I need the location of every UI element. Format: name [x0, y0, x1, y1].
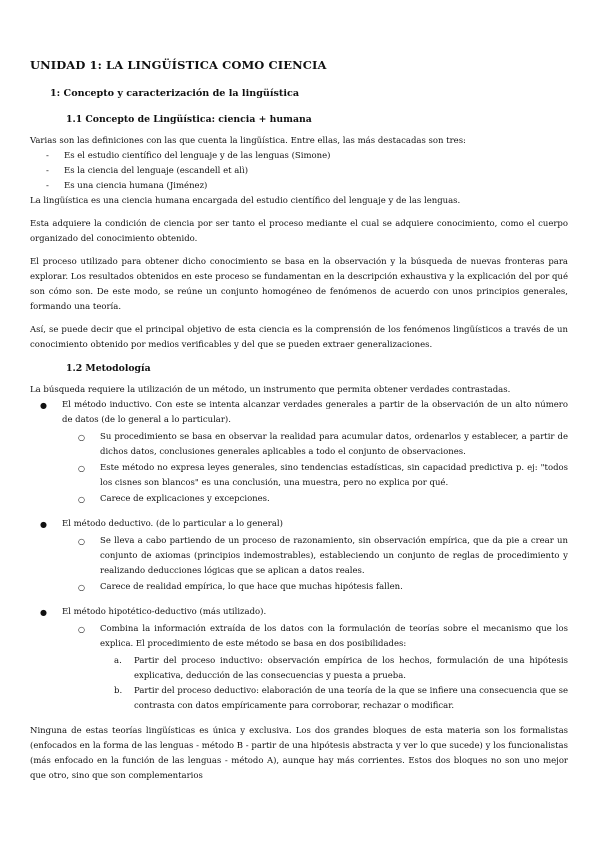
- paragraph-objective: Así, se puede decir que el principal objetivo de esta ciencia es la comprensión de los fenómenos lingüísticos a través de un conocimiento obtenido por medios verificables y del que se pueden extraer generalizaciones.: [30, 325, 568, 350]
- list-item: [100, 622, 568, 714]
- method-inductive-text: El método inductivo. Con este se intenta alcanzar verdades generales a partir de la observación de un alto número de datos (de lo general a lo particular).: [62, 400, 568, 425]
- definitions-list: [30, 149, 568, 194]
- list-item: - Es el estudio científico del lenguaje y de las lenguas (Simone): [64, 149, 568, 164]
- subsection-heading-concept: 1.1 Concepto de Lingüística: ciencia + humana: [66, 114, 312, 125]
- definitions-intro: Varias son las definiciones con las que cuenta la lingüística. Entre ellas, las más destacadas son tres:: [30, 136, 466, 146]
- paragraph-definition: La lingüística es una ciencia humana encargada del estudio científico del lenguaje y de las lenguas.: [30, 196, 461, 206]
- method-deductive: [62, 517, 568, 595]
- paragraph-science-condition: Esta adquiere la condición de ciencia por ser tanto el proceso mediante el cual se adquiere conocimiento, como el cuerpo organizado del conocimiento obtenido.: [30, 219, 568, 244]
- deductive-points: [62, 534, 568, 595]
- hypothetic-point-text: Combina la información extraída de los datos con la formulación de teorías sobre el mecanismo que los explica. El procedimiento de este método se basa en dos posibilidades:: [100, 624, 568, 649]
- unit-title: UNIDAD 1: LA LINGÜÍSTICA COMO CIENCIA: [30, 58, 327, 72]
- list-item: ○ Carece de explicaciones y excepciones.: [100, 492, 568, 507]
- hypothetic-options: [100, 654, 568, 714]
- section-heading-concept: 1: Concepto y caracterización de la lingüística: [50, 88, 300, 99]
- method-hypothetic-text: El método hipotético-deductivo (más utilizado).: [62, 607, 267, 617]
- paragraph-conclusion: Ninguna de estas teorías lingüísticas es única y exclusiva. Los dos grandes bloques de esta materia son los formalistas (enfocados en la forma de las lenguas - método B - partir de una hipótesis abstracta y ver lo que sucede) y los funcionalistas (más enfocado en la función de las lenguas - método A), aunque hay más corrientes. Estos dos bloques no son uno mejor que otro, sino que son complementarios: [30, 726, 568, 781]
- paragraph-process: El proceso utilizado para obtener dicho conocimiento se basa en la observación y la búsqueda de nuevas fronteras para explorar. Los resultados obtenidos en este proceso se fundamentan en la descripción exhaustiva y la explicación del por qué son cómo son. De este modo, se reúne un conjunto homogéneo de fenómenos de acuerdo con unos principios generales, formando una teoría.: [30, 257, 568, 312]
- list-item: ○ Carece de realidad empírica, lo que hace que muchas hipótesis fallen.: [100, 580, 568, 595]
- method-deductive-text: El método deductivo. (de lo particular a lo general): [62, 519, 283, 529]
- method-hypothetic-deductive: [62, 605, 568, 714]
- option-text: Partir del proceso inductivo: observación empírica de los hechos, formulación de una hipótesis explicativa, deducción de las consecuencias y puesta a prueba.: [134, 656, 568, 681]
- list-item: ○ Su procedimiento se basa en observar la realidad para acumular datos, ordenarlos y establecer, a partir de dichos datos, conclusiones generales aplicables a todo el conjunto de observaciones.: [100, 430, 568, 460]
- method-inductive: [62, 398, 568, 507]
- methodology-intro: La búsqueda requiere la utilización de un método, un instrumento que permita obtener verdades contrastadas.: [30, 385, 511, 395]
- option-marker: b.: [114, 686, 123, 696]
- list-item: [114, 684, 568, 714]
- hypothetic-points: [62, 622, 568, 714]
- list-item: - Es la ciencia del lenguaje (escandell et alì): [64, 164, 568, 179]
- list-item: ○ Se lleva a cabo partiendo de un proceso de razonamiento, sin observación empírica, que da pie a crear un conjunto de axiomas (principios indemostrables), estableciendo un conjunto de reglas de procedimiento y realizando deducciones lógicas que se aplican a datos reales.: [100, 534, 568, 579]
- option-text: Partir del proceso deductivo: elaboración de una teoría de la que se infiere una consecuencia que se contrasta con datos empíricamente para corroborar, rechazar o modificar.: [134, 686, 568, 711]
- methods-list: [30, 398, 568, 714]
- list-item: [114, 654, 568, 684]
- subsection-heading-methodology: 1.2 Metodología: [66, 363, 151, 374]
- document-page: [30, 58, 568, 784]
- inductive-points: [62, 430, 568, 507]
- list-item: - Es una ciencia humana (Jiménez): [64, 179, 568, 194]
- list-item: ○ Este método no expresa leyes generales, sino tendencias estadísticas, sin capacidad predictiva p. ej: "todos los cisnes son blancos" es una conclusión, una muestra, pero no explica por qué.: [100, 461, 568, 491]
- option-marker: a.: [114, 656, 122, 666]
